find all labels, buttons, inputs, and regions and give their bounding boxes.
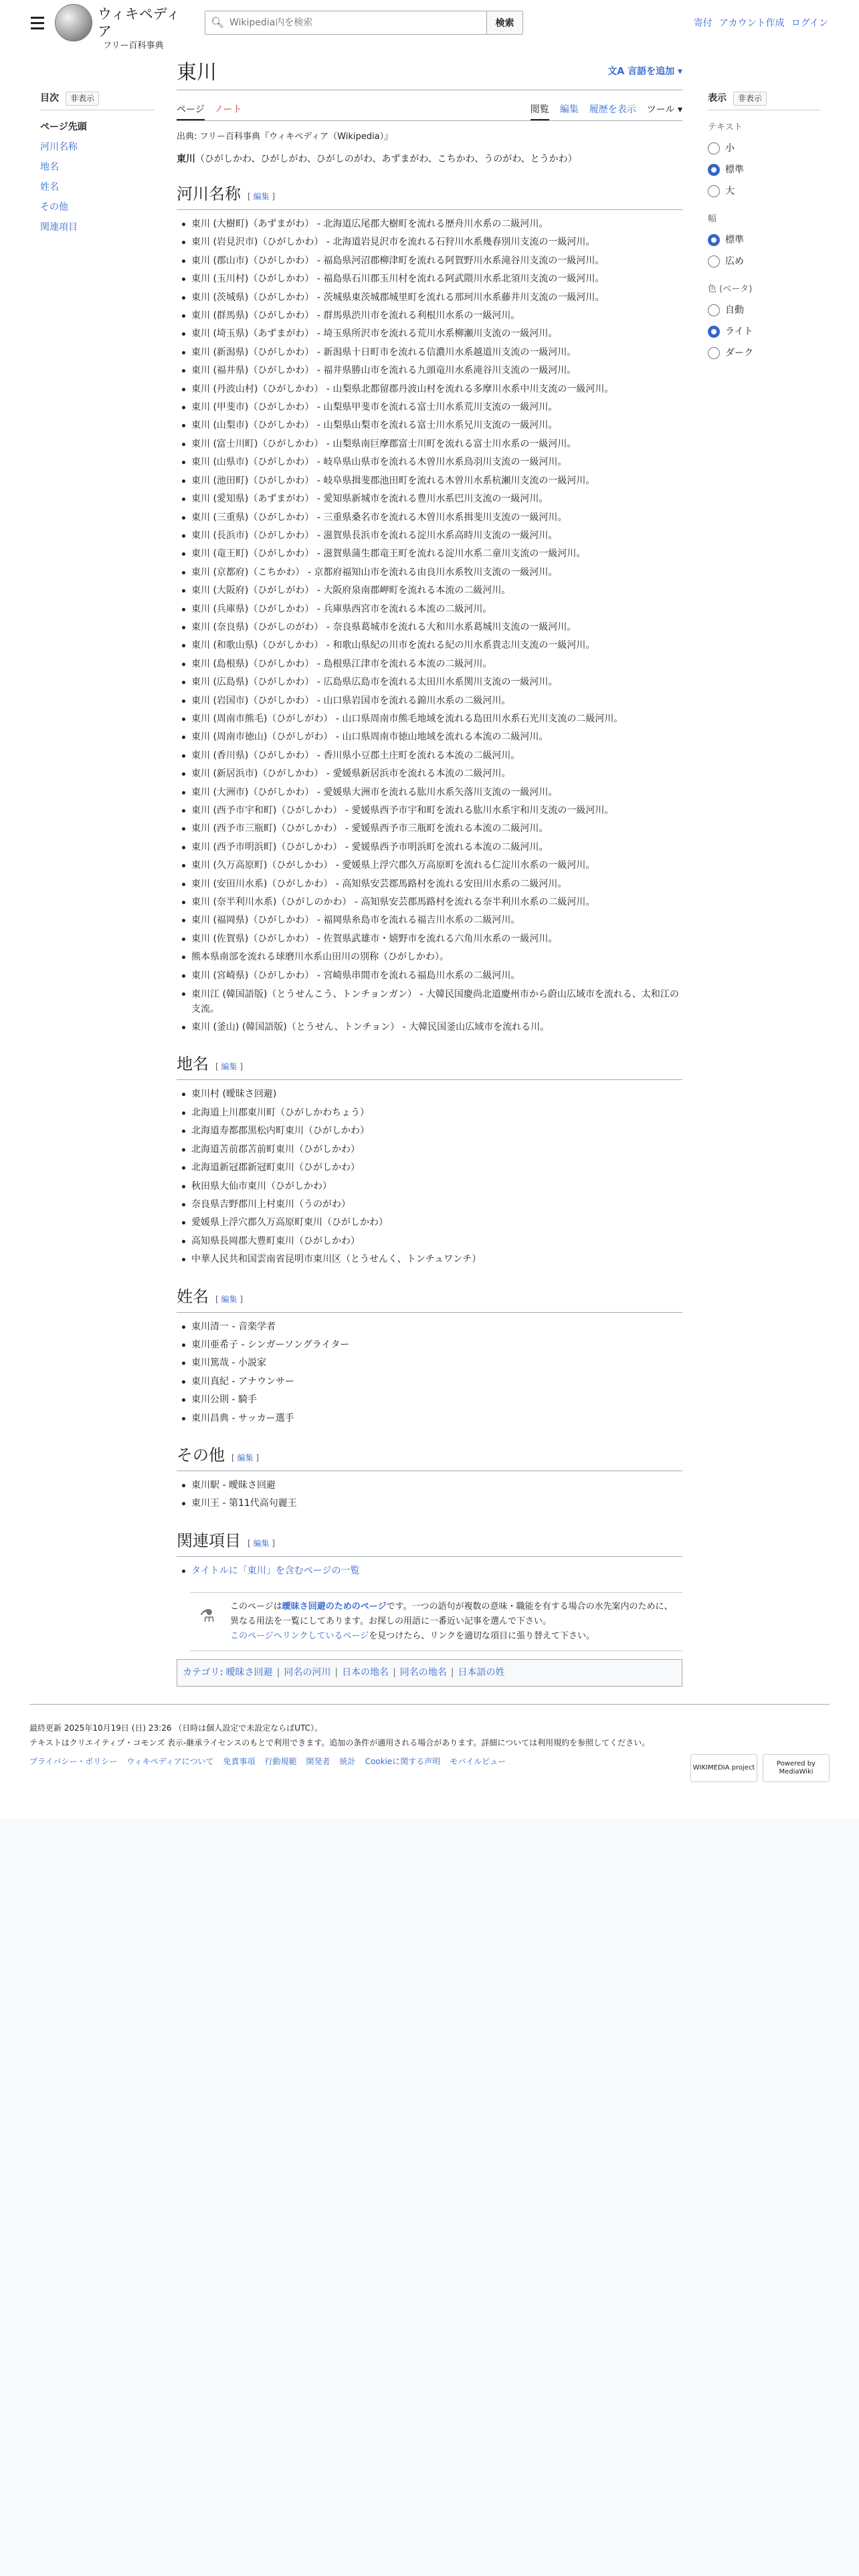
other-list: [182, 1477, 682, 1513]
radio-color_opts[interactable]: [708, 321, 820, 342]
radio-button[interactable]: [708, 326, 720, 338]
river-item: [182, 490, 682, 508]
action-tab-1[interactable]: 編集: [559, 104, 579, 115]
place-item: [182, 1214, 682, 1232]
river-item: [182, 601, 682, 619]
place-item-text[interactable]: 奈良県吉野郡川上村東川（うのがわ）: [191, 1198, 351, 1210]
river-item-text[interactable]: 東川 (埼玉県)（あずまがわ） - 埼玉県所沢市を流れる荒川水系柳瀬川支流の一級河川。: [191, 328, 558, 340]
tab-0[interactable]: ページ: [177, 104, 205, 120]
river-item-text[interactable]: 東川 (新居浜市)（ひがしかわ） - 愛媛県新居浜市を流れる本流の二級河川。: [191, 768, 511, 780]
radio-label: 自動: [725, 304, 744, 316]
name-item: [182, 1391, 682, 1409]
section-names-heading: [177, 1284, 682, 1313]
toc-hide-button[interactable]: 非表示: [66, 92, 99, 106]
radio-label: 小: [725, 143, 735, 154]
edit-link[interactable]: 編集: [221, 1062, 237, 1072]
river-item-text[interactable]: 東川 (京都府)（こちかわ） - 京都府福知山市を流れる由良川水系牧川支流の一級河川。: [191, 566, 558, 578]
category-link[interactable]: 同名の地名: [399, 1667, 447, 1679]
category-separator: |: [393, 1667, 396, 1679]
section-title: 地名: [177, 1055, 209, 1074]
dab-text: を見つけたら、リンクを適切な項目に張り替えて下さい。: [369, 1631, 595, 1642]
edit-link[interactable]: 編集: [253, 192, 270, 201]
toc-item[interactable]: 姓名: [40, 182, 59, 193]
toc-title: 目次: [40, 93, 59, 104]
name-item-text[interactable]: 東川亜希子 - シンガーソングライター: [191, 1339, 350, 1350]
section-title: 河川名称: [177, 185, 241, 203]
radio-button[interactable]: [708, 304, 720, 316]
place-item: [182, 1141, 682, 1159]
radio-text_opts[interactable]: [708, 159, 820, 181]
category-link[interactable]: 曖昧さ回避: [225, 1667, 273, 1679]
river-item: [182, 985, 682, 1018]
footer-link[interactable]: 行動規範: [264, 1757, 297, 1766]
river-item: [182, 802, 682, 820]
radio-button[interactable]: [708, 255, 720, 267]
river-item: [182, 728, 682, 746]
radio-label: ダーク: [725, 347, 753, 358]
lead-text: [177, 152, 682, 167]
other-item: [182, 1495, 682, 1513]
river-item-text[interactable]: 東川 (池田町)（ひがしかわ） - 岐阜県揖斐郡池田町を流れる木曽川水系杭瀬川支流の一級河川。: [191, 475, 595, 486]
river-item-text[interactable]: 東川 (福岡県)（ひがしかわ） - 福岡県糸島市を流れる福吉川水系の二級河川。: [191, 915, 520, 926]
river-item-text[interactable]: 東川 (釜山) (韓国語版)（とうせん、トンチョン） - 大韓民国釜山広域市を流れる川。: [191, 1022, 550, 1033]
user-links: [687, 16, 828, 31]
search-icon: 🔍︎: [210, 16, 225, 29]
wikimedia-logo[interactable]: WIKIMEDIA project: [690, 1754, 757, 1782]
place-item: [182, 1178, 682, 1196]
river-item: [182, 765, 682, 783]
main-content: [177, 58, 682, 1687]
radio-button[interactable]: [708, 185, 720, 197]
place-item: [182, 1159, 682, 1177]
river-item: [182, 289, 682, 307]
toc-item[interactable]: その他: [40, 202, 68, 213]
radio-width_opts[interactable]: [708, 251, 820, 272]
place-item-text[interactable]: 高知県長岡郡大豊町東川（ひがしかわ）: [191, 1235, 360, 1247]
river-item-text[interactable]: 東川 (安田川水系)（ひがしかわ） - 高知県安芸郡馬路村を流れる安田川水系の二級河川。: [191, 878, 567, 889]
river-item-text[interactable]: 東川 (西予市明浜町)（ひがしかわ） - 愛媛県西予市明浜町を流れる本流の二級河川。: [191, 841, 549, 853]
river-item-text[interactable]: 東川 (佐賀県)（ひがしかわ） - 佐賀県武雄市・嬉野市を流れる六角川水系の一級河川。: [191, 933, 558, 944]
river-item: [182, 673, 682, 691]
river-item: [182, 784, 682, 802]
place-item: [182, 1251, 682, 1269]
place-item-text[interactable]: 愛媛県上浮穴郡久万高原町東川（ひがしかわ）: [191, 1217, 388, 1228]
footer-link[interactable]: プライバシー・ポリシー: [29, 1757, 118, 1766]
category-separator: |: [335, 1667, 339, 1679]
related-item-text[interactable]: タイトルに「東川」を含むページの一覧: [191, 1565, 360, 1576]
river-item: [182, 215, 682, 233]
logo-subtitle: フリー百科事典: [103, 41, 164, 51]
river-item-text[interactable]: 東川 (宮崎県)（ひがしかわ） - 宮崎県串間市を流れる福島川水系の二級河川。: [191, 970, 520, 981]
last-updated: 最終更新 2025年10月19日 (日) 23:26 （日時は個人設定で未設定ならばUTC）。: [29, 1723, 323, 1733]
river-item-text[interactable]: 東川 (兵庫県)（ひがしかわ） - 兵庫県西宮市を流れる本流の二級河川。: [191, 603, 492, 615]
place-item-text[interactable]: 北海道新冠郡新冠町東川（ひがしかわ）: [191, 1162, 360, 1174]
name-item-text[interactable]: 東川篤哉 - 小説家: [191, 1358, 266, 1369]
river-item: [182, 453, 682, 471]
river-item: [182, 948, 682, 966]
river-item-text[interactable]: 東川 (奈半利川水系)（ひがしのかわ） - 高知県安芸郡馬路村を流れる奈半利川水系の二級河川。: [191, 897, 595, 908]
edit-section-link: [ 編集 ]: [231, 1453, 260, 1463]
places-list: [182, 1085, 682, 1269]
category-link[interactable]: 日本語の姓: [458, 1667, 505, 1679]
category-label[interactable]: カテゴリ: [183, 1667, 220, 1679]
footer-link[interactable]: 統計: [339, 1757, 356, 1766]
river-item: [182, 893, 682, 911]
name-item: [182, 1373, 682, 1391]
site-header: [0, 0, 859, 51]
river-item: [182, 619, 682, 637]
radio-color_opts[interactable]: [708, 300, 820, 321]
license-text: テキストはクリエイティブ・コモンズ 表示-継承ライセンスのもとで利用できます。追加の条件が適用される場合があります。詳細については利用規約を参照してください。: [29, 1738, 650, 1747]
disambiguation-notice: [190, 1592, 682, 1651]
name-item: [182, 1336, 682, 1354]
add-language-button[interactable]: 文A 言語を追加 ▾: [607, 66, 682, 77]
rivers-list: [182, 215, 682, 1037]
river-item-text[interactable]: 東川 (長浜市)（ひがしかわ） - 滋賀県長浜市を流れる淀川水系高時川支流の一級河川。: [191, 530, 558, 541]
footer: [29, 1704, 830, 1776]
section-other-heading: [177, 1442, 682, 1471]
appearance-hide-button[interactable]: 非表示: [733, 92, 767, 106]
footer-link[interactable]: モバイルビュー: [450, 1757, 506, 1766]
river-item: [182, 509, 682, 527]
toc-item[interactable]: 河川名称: [40, 142, 78, 153]
appearance-panel: [708, 91, 820, 364]
river-item: [182, 233, 682, 251]
river-item-text[interactable]: 東川 (三重県)（ひがしかわ） - 三重県桑名市を流れる木曽川水系揖斐川支流の一級河川。: [191, 512, 567, 523]
river-item: [182, 582, 682, 600]
lead-term: 東川: [177, 154, 195, 165]
river-item-text[interactable]: 東川 (西予市三瓶町)（ひがしかわ） - 愛媛県西予市三瓶町を流れる本流の二級河川。: [191, 823, 549, 835]
river-item: [182, 564, 682, 582]
section-related-heading: [177, 1528, 682, 1557]
edit-link[interactable]: 編集: [253, 1538, 270, 1548]
river-item-text[interactable]: 東川 (西予市宇和町)（ひがしかわ） - 愛媛県西予市宇和町を流れる肱川水系宇和川支流の一級河川。: [191, 805, 614, 816]
river-item: [182, 252, 682, 270]
page-tabs: [177, 97, 682, 121]
section-places-heading: [177, 1051, 682, 1080]
names-list: [182, 1318, 682, 1428]
lead-readings: （ひがしかわ、ひがしがわ、ひがしのがわ、あずまがわ、こちかわ、うのがわ、とうかわ）: [195, 154, 577, 165]
section-title: その他: [177, 1445, 225, 1465]
place-item: [182, 1122, 682, 1140]
radio-label: 広め: [725, 255, 744, 267]
river-item-text[interactable]: 東川 (島根県)（ひがしかわ） - 島根県江津市を流れる本流の二級河川。: [191, 658, 492, 669]
search-button[interactable]: 検索: [486, 11, 522, 34]
river-item-text[interactable]: 東川 (茨城県)（ひがしかわ） - 茨城県東茨城郡城里町を流れる那珂川水系藤井川支流の一級河川。: [191, 292, 605, 303]
river-item-text[interactable]: 東川 (香川県)（ひがしかわ） - 香川県小豆郡土庄町を流れる本流の二級河川。: [191, 750, 520, 761]
river-item: [182, 545, 682, 563]
category-separator: |: [276, 1667, 280, 1679]
river-item: [182, 839, 682, 857]
river-item-text[interactable]: 東川 (山県市)（ひがしかわ） - 岐阜県山県市を流れる木曽川水系鳥羽川支流の一級河川。: [191, 457, 567, 468]
whatlinkshere-link[interactable]: このページへリンクしているページ: [230, 1631, 369, 1642]
place-item-text[interactable]: 秋田県大仙市東川（ひがしかわ）: [191, 1180, 332, 1192]
river-item: [182, 362, 682, 380]
river-item-text[interactable]: 東川 (郡山市)（ひがしかわ） - 福島県河沼郡柳津町を流れる阿賀野川水系滝谷川支流の一級河川。: [191, 255, 605, 266]
name-item-text[interactable]: 東川昌典 - サッカー選手: [191, 1412, 294, 1424]
name-item: [182, 1318, 682, 1336]
river-item: [182, 857, 682, 875]
river-item: [182, 710, 682, 728]
footer-link[interactable]: 免責事項: [223, 1757, 256, 1766]
user-link[interactable]: ログイン: [791, 18, 828, 29]
other-item-text[interactable]: 東川駅 - 曖昧さ回避: [191, 1479, 276, 1491]
edit-section-link: [ 編集 ]: [215, 1294, 244, 1304]
other-item: [182, 1477, 682, 1495]
place-item: [182, 1085, 682, 1103]
user-link[interactable]: 寄付: [693, 18, 712, 29]
width-label: 幅: [708, 214, 717, 225]
name-item-text[interactable]: 東川公則 - 騎手: [191, 1394, 257, 1406]
river-item-text[interactable]: 東川 (玉川村)（ひがしかわ） - 福島県石川郡玉川村を流れる阿武隈川水系北須川支流の一級河川。: [191, 274, 605, 285]
river-item-text[interactable]: 東川 (広島県)（ひがしかわ） - 広島県広島市を流れる太田川水系関川支流の一級河川。: [191, 677, 558, 688]
river-item: [182, 325, 682, 343]
place-item-text[interactable]: 北海道苫前郡苫前町東川（ひがしかわ）: [191, 1144, 360, 1155]
name-item: [182, 1354, 682, 1372]
river-item-text[interactable]: 東川 (富士川町)（ひがしかわ） - 山梨県南巨摩郡富士川町を流れる富士川水系の一級河川。: [191, 438, 577, 449]
river-item: [182, 820, 682, 838]
section-title: 関連項目: [177, 1531, 241, 1550]
river-item: [182, 270, 682, 288]
river-item: [182, 344, 682, 362]
menu-icon[interactable]: [25, 12, 50, 33]
place-item: [182, 1232, 682, 1251]
radio-label: 大: [725, 186, 735, 197]
category-link[interactable]: 日本の地名: [342, 1667, 389, 1679]
action-tab-0[interactable]: 閲覧: [531, 104, 549, 120]
river-item-text[interactable]: 東川 (群馬県)（ひがしかわ） - 群馬県渋川市を流れる利根川水系の一級河川。: [191, 310, 520, 322]
radio-label: 標準: [725, 165, 744, 176]
search-input[interactable]: [229, 11, 486, 34]
river-item-text[interactable]: 東川 (周南市熊毛)（ひがしがわ） - 山口県周南市熊毛地域を流れる島田川水系石光川支流の二級河川。: [191, 713, 624, 724]
river-item: [182, 747, 682, 765]
color-label: 色 (ベータ): [708, 284, 753, 294]
edit-link[interactable]: 編集: [221, 1294, 237, 1304]
river-item-text[interactable]: 東川 (竜王町)（ひがしかわ） - 滋賀県蒲生郡竜王町を流れる淀川水系二童川支流の一級河川。: [191, 548, 586, 560]
user-link[interactable]: アカウント作成: [719, 18, 785, 29]
page-title: 東川: [177, 58, 682, 90]
river-item-text[interactable]: 東川 (丹波山村)（ひがしかわ） - 山梨県北都留郡丹波山村を流れる多摩川水系中川支流の一級河川。: [191, 383, 614, 395]
radio-button[interactable]: [708, 234, 720, 246]
toc-item[interactable]: 地名: [40, 162, 59, 173]
river-item-text[interactable]: 東川 (大洲市)（ひがしかわ） - 愛媛県大洲市を流れる肱川水系矢落川支流の一級河川。: [191, 786, 558, 798]
toc-item[interactable]: 関連項目: [40, 222, 78, 233]
add-language-label: 言語を追加: [628, 66, 675, 77]
radio-button[interactable]: [708, 142, 720, 154]
radio-button[interactable]: [708, 164, 720, 176]
toc-list: [40, 117, 154, 237]
river-item-text[interactable]: 東川 (新潟県)（ひがしかわ） - 新潟県十日町市を流れる信濃川水系越道川支流の一級河川。: [191, 346, 577, 358]
river-item-text[interactable]: 東川 (和歌山県)（ひがしかわ） - 和歌山県紀の川市を流れる紀の川水系貴志川支流の一級河川。: [191, 640, 595, 651]
river-item: [182, 472, 682, 490]
river-item-text[interactable]: 東川 (福井県)（ひがしかわ） - 福井県勝山市を流れる九頭竜川水系滝谷川支流の一級河川。: [191, 365, 577, 377]
river-item-text[interactable]: 東川 (甲斐市)（ひがしかわ） - 山梨県甲斐市を流れる富士川水系荒川支流の一級河川。: [191, 402, 558, 413]
river-item: [182, 307, 682, 325]
disambig-icon: ⚗︎: [199, 1606, 215, 1627]
river-item: [182, 967, 682, 985]
search-box: [205, 11, 523, 35]
dab-link[interactable]: 曖昧さ回避のためのページ: [282, 1602, 387, 1612]
related-list: [182, 1562, 682, 1580]
edit-section-link: [ 編集 ]: [248, 192, 276, 201]
related-item: [182, 1562, 682, 1580]
tab-1[interactable]: ノート: [213, 104, 242, 115]
category-link[interactable]: 同名の河川: [284, 1667, 331, 1679]
river-item: [182, 1018, 682, 1037]
name-item: [182, 1410, 682, 1428]
radio-text_opts[interactable]: [708, 138, 820, 159]
page-bottom-background: [0, 1819, 859, 2576]
river-item-text[interactable]: 東川 (岩国市)（ひがしかわ） - 山口県岩国市を流れる錦川水系の二級河川。: [191, 695, 511, 706]
logo-title: ウィキペディア: [98, 6, 181, 39]
category-box: カテゴリ: 曖昧さ回避 | 同名の河川 | 日本の地名 | 同名の地名 | 日本語の姓: [177, 1659, 682, 1686]
mediawiki-logo[interactable]: Powered by MediaWiki: [763, 1754, 830, 1782]
dab-text: です。一つの語句が複数の意味・職能を有する場合の水先案内のために、異なる用法を一覧にしてあります。お探しの用語に一番近い記事を選んで下さい。: [230, 1602, 673, 1627]
dab-text: このページは: [230, 1602, 282, 1612]
section-rivers-heading: [177, 181, 682, 210]
river-item: [182, 435, 682, 453]
river-item-text[interactable]: 東川 (愛知県)（あずまがわ） - 愛知県新城市を流れる豊川水系巴川支流の一級河川。: [191, 494, 549, 505]
river-item-text[interactable]: 東川 (久万高原町)（ひがしかわ） - 愛媛県上浮穴郡久万高原町を流れる仁淀川水系の一級河川。: [191, 860, 595, 871]
river-item: [182, 655, 682, 673]
radio-color_opts[interactable]: [708, 342, 820, 364]
river-item-text[interactable]: 東川 (奈良県)（ひがしのがわ） - 奈良県葛城市を流れる大和川水系葛城川支流の一級河川。: [191, 621, 577, 633]
name-item-text[interactable]: 東川清一 - 音楽学者: [191, 1321, 276, 1332]
action-tab-3[interactable]: ツール ▾: [646, 104, 682, 115]
river-item-text[interactable]: 東川江 (韓国語版)（とうせんこう、トンチョンガン） - 大韓民国慶尚北道慶州市から蔚山広域市を流れる、太和江の支流。: [191, 989, 679, 1015]
radio-label: 標準: [725, 234, 744, 245]
radio-button[interactable]: [708, 347, 720, 359]
river-item: [182, 911, 682, 930]
wikipedia-logo-icon[interactable]: [55, 4, 92, 41]
place-item: [182, 1104, 682, 1122]
section-title: 姓名: [177, 1287, 209, 1306]
source-note: 出典: フリー百科事典『ウィキペディア（Wikipedia）』: [177, 132, 393, 142]
river-item: [182, 527, 682, 545]
river-item: [182, 381, 682, 399]
edit-section-link: [ 編集 ]: [248, 1538, 276, 1548]
river-item-text[interactable]: 東川 (山梨市)（ひがしかわ） - 山梨県山梨市を流れる富士川水系兄川支流の一級河川。: [191, 420, 558, 431]
radio-text_opts[interactable]: [708, 181, 820, 202]
place-item: [182, 1196, 682, 1214]
appearance-title: 表示: [708, 93, 727, 104]
logo-text[interactable]: [98, 5, 185, 52]
river-item: [182, 930, 682, 948]
radio-label: ライト: [725, 326, 753, 337]
name-item-text[interactable]: 東川真紀 - アナウンサー: [191, 1376, 294, 1387]
footer-link[interactable]: 開発者: [306, 1757, 330, 1766]
category-separator: |: [450, 1667, 454, 1679]
text-size-label: テキスト: [708, 122, 743, 133]
river-item-text[interactable]: 東川 (岩見沢市)（ひがしかわ） - 北海道岩見沢市を流れる石狩川水系幾春別川支流の一級河川。: [191, 237, 595, 248]
table-of-contents: [40, 91, 154, 237]
river-item-text[interactable]: 東川 (周南市徳山)（ひがしがわ） - 山口県周南市徳山地域を流れる本流の二級河川。: [191, 732, 549, 743]
river-item: [182, 692, 682, 710]
river-item: [182, 399, 682, 417]
action-tab-2[interactable]: 履歴を表示: [589, 104, 636, 115]
place-item-text[interactable]: 北海道上川郡東川町（ひがしかわちょう）: [191, 1107, 369, 1118]
river-item-text[interactable]: 東川 (大阪府)（ひがしがわ） - 大阪府泉南郡岬町を流れる本流の二級河川。: [191, 585, 511, 597]
place-item-text[interactable]: 東川村 (曖昧さ回避): [191, 1089, 277, 1100]
footer-link[interactable]: Cookieに関する声明: [365, 1757, 441, 1766]
radio-width_opts[interactable]: [708, 229, 820, 251]
edit-link[interactable]: 編集: [237, 1453, 254, 1463]
river-item-text[interactable]: 熊本県南部を流れる球磨川水系山田川の別称（ひがしかわ）。: [191, 952, 449, 963]
toc-item[interactable]: ページ先頭: [40, 122, 87, 133]
river-item: [182, 875, 682, 893]
river-item-text[interactable]: 東川 (大樹町)（あずまがわ） - 北海道広尾郡大樹町を流れる歴舟川水系の二級河川。: [191, 219, 549, 229]
place-item-text[interactable]: 中華人民共和国雲南省昆明市東川区（とうせんく、トンチュワンチ）: [191, 1254, 482, 1265]
place-item-text[interactable]: 北海道寿都郡黒松内町東川（ひがしかわ）: [191, 1125, 369, 1137]
edit-section-link: [ 編集 ]: [215, 1062, 244, 1072]
other-item-text[interactable]: 東川王 - 第11代高句麗王: [191, 1498, 297, 1509]
footer-link[interactable]: ウィキペディアについて: [126, 1757, 214, 1766]
river-item: [182, 417, 682, 435]
river-item: [182, 637, 682, 655]
